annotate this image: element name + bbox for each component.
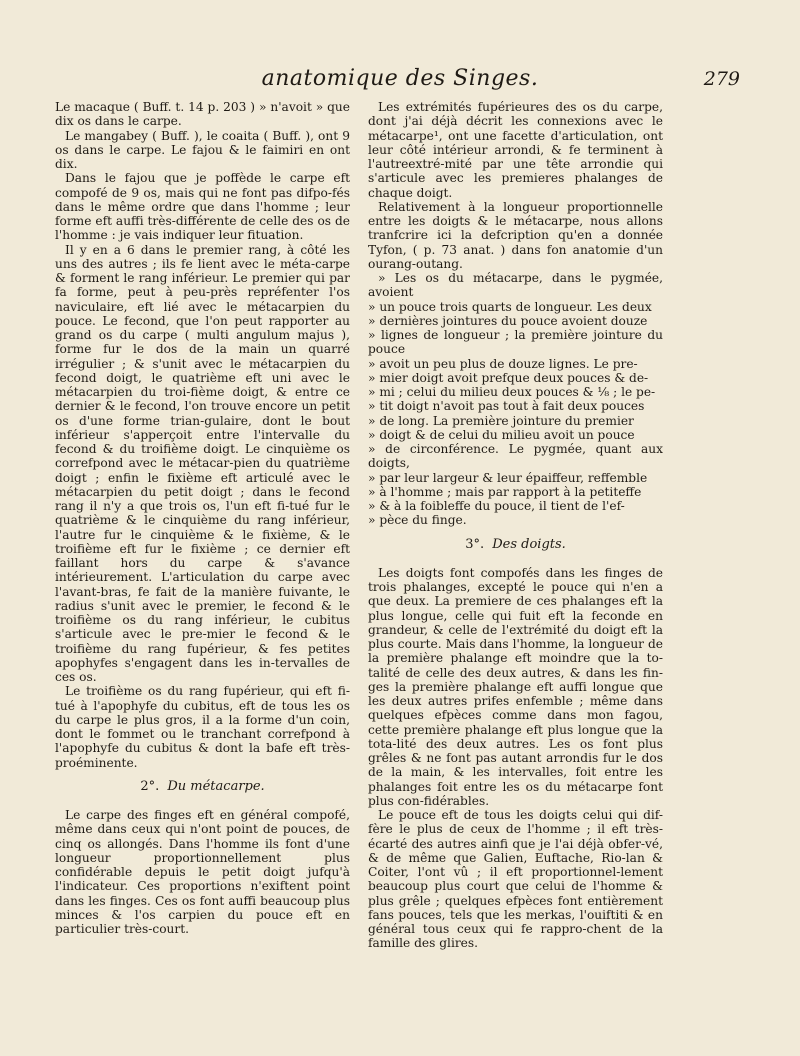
quote-line: » à l'homme ; mais par rapport à la petiteffe xyxy=(368,484,642,499)
quote-line: » & à la foibleffe du pouce, il tient de l'ef- xyxy=(368,499,625,513)
paragraph: Le mangabey ( Buff. ), le coaita ( Buff. ), ont 9 os dans le carpe. Le fajou & le faimiri en ont dix. xyxy=(55,128,350,171)
right-column xyxy=(368,100,663,951)
paragraph: Le pouce eft de tous les doigts celui qui dif-fère le plus de ceux de l'homme ; il eft très-écarté des autres ainfi que je l'ai déjà obfer-vé, & de même que Galien, Euftache, Rio-lan & Coiter, l'ont vû ; il eft proportionnel-lement beaucoup plus court que celui de l'homme & plus grêle ; quelques efpèces font entièrement fans pouces, tels que les merkas, l'ouiftiti & en général tous ceux qui fe rappro-chent de la famille des glires. xyxy=(368,808,663,951)
page-number: 279 xyxy=(703,68,740,90)
section-title: Du métacarpe. xyxy=(167,778,265,794)
quote-line: » un pouce trois quarts de longueur. Les deux xyxy=(368,299,652,314)
quote-line: » pèce du finge. xyxy=(368,513,467,528)
paragraph: Il y en a 6 dans le premier rang, à côté les uns des autres ; ils fe lient avec le méta-carpe & forment le rang inférieur. Le premier qui par fa forme, peut à peu-près repréfenter l'os naviculaire, eft lié avec le métacarpien du pouce. Le fecond, que l'on peut rapporter au grand os du carpe ( multi angulum majus ), forme fur le dos de la main un quarré irrégulier ; & s'unit avec le métacarpien du fecond doigt, le quatrième eft uni avec le métacarpien du troi-fième doigt, & entre ce dernier & le fecond, l'on trouve encore un petit os d'une forme trian-gulaire, dont le bout inférieur s'apperçoit entre l'intervalle du fecond & du troifième doigt. Le cinquième os correfpond avec le métacar-pien du quatrième doigt ; enfin le fixième eft articulé avec le métacarpien du petit doigt ; dans le fecond rang il n'y a que trois os, l'un eft fi-tué fur le quatrième & le cinquième du rang inférieur, l'autre fur le cinquième & le fixième, & le troifième eft fur le fixième ; ce dernier eft faillant hors du carpe & s'avance intérieurement. L'articulation du carpe avec l'avant-bras, fe fait de la manière fuivante, le radius s'unit avec le premier, le fecond & le troifième os du rang inférieur, le cubitus s'articule avec le pre-mier le fecond & le troifième du rang fupérieur, & fes petites apophyfes s'engagent dans les in-tervalles de ces os. xyxy=(55,242,350,684)
quote-line: » avoit un peu plus de douze lignes. Le pre- xyxy=(368,356,638,371)
paragraph: Le troifième os du rang fupérieur, qui eft fi-tué à l'apophyfe du cubitus, eft de tous les os du carpe le plus gros, il a la forme d'un coin, dont le fommet ou le tranchant correfpond à l'apophyfe du cubitus & dont la bafe eft très-proéminente. xyxy=(55,684,350,770)
quote-line: » doigt & de celui du milieu avoit un pouce xyxy=(368,427,635,442)
quote-line: » Les os du métacarpe, dans le pygmée, avoient xyxy=(368,271,663,300)
tyson-quotation xyxy=(368,271,663,528)
paragraph: Le carpe des finges eft en général compofé, même dans ceux qui n'ont point de pouces, de cinq os allongés. Dans l'homme ils font d'une longueur proportionnellement plus confidérable depuis le petit doigt jufqu'à l'indicateur. Ces proportions n'exiftent point dans les finges. Ces os font auffi beaucoup plus minces & l'os carpien du pouce eft en particulier très-court. xyxy=(55,808,350,936)
quote-line: » dernières jointures du pouce avoient douze xyxy=(368,313,648,328)
paragraph: Les extrémités fupérieures des os du carpe, dont j'ai déjà décrit les connexions avec le métacarpe¹, ont une facette d'articulation, ont leur côté intérieur arrondi, & fe terminent à l'autreextré-mité par une tête arrondie qui s'articule avec les premieres phalanges de chaque doigt. xyxy=(368,100,663,200)
section-heading-metacarpe xyxy=(55,780,350,794)
quote-line: » mi ; celui du milieu deux pouces & ⅛ ; le pe- xyxy=(368,385,656,399)
paragraph: Les doigts font compofés dans les finges de trois phalanges, excepté le pouce qui n'en a que deux. La premiere de ces phalanges eft la plus longue, celle qui fuit eft la feconde en grandeur, & celle de l'extrémité du doigt eft la plus courte. Mais dans l'homme, la longueur de la première phalange eft moindre que la to-talité de celle des deux autres, & dans les fin-ges la première phalange eft auffi longue que les deux autres prifes enfemble ; même dans quelques efpèces comme dans mon fagou, cette première phalange eft plus longue que la tota-lité des deux autres. Les os font plus grêles & ne font pas autant arrondis fur le dos de la main, & les intervalles, foit entre les phalanges foit entre les os du métacarpe font plus con-fidérables. xyxy=(368,565,663,808)
quote-line: » par leur largeur & leur épaiffeur, reffemble xyxy=(368,470,648,485)
left-column xyxy=(55,100,350,936)
quote-line: » tit doigt n'avoit pas tout à fait deux pouces xyxy=(368,399,645,414)
paragraph: Le macaque ( Buff. t. 14 p. 203 ) » n'avoit » que dix os dans le carpe. xyxy=(55,100,350,129)
running-head xyxy=(60,66,740,96)
section-number: 2°. xyxy=(140,778,160,794)
section-heading-doigts xyxy=(368,538,663,552)
section-title: Des doigts. xyxy=(492,536,566,552)
section-number: 3°. xyxy=(465,536,485,552)
quote-line: » de circonférence. Le pygmée, quant aux doigts, xyxy=(368,442,663,471)
running-title: anatomique des Singes. xyxy=(261,66,539,91)
paragraph: Dans le fajou que je poffède le carpe eft compofé de 9 os, mais qui ne font pas difpo-fés dans le même ordre que dans l'homme ; leur forme eft auffi très-différente de celle des os de l'homme : je vais indiquer leur fituation. xyxy=(55,171,350,243)
quote-line: » de long. La première jointure du premier xyxy=(368,413,634,428)
paragraph: Relativement à la longueur proportionnelle entre les doigts & le métacarpe, nous allons tranfcrire ici la defcription qu'en a donnée Tyfon, ( p. 73 anat. ) dans fon anatomie d'un ourang-outang. xyxy=(368,199,663,271)
quote-line: » mier doigt avoit prefque deux pouces & de- xyxy=(368,370,649,385)
quote-line: » lignes de longueur ; la première jointure du pouce xyxy=(368,328,663,357)
